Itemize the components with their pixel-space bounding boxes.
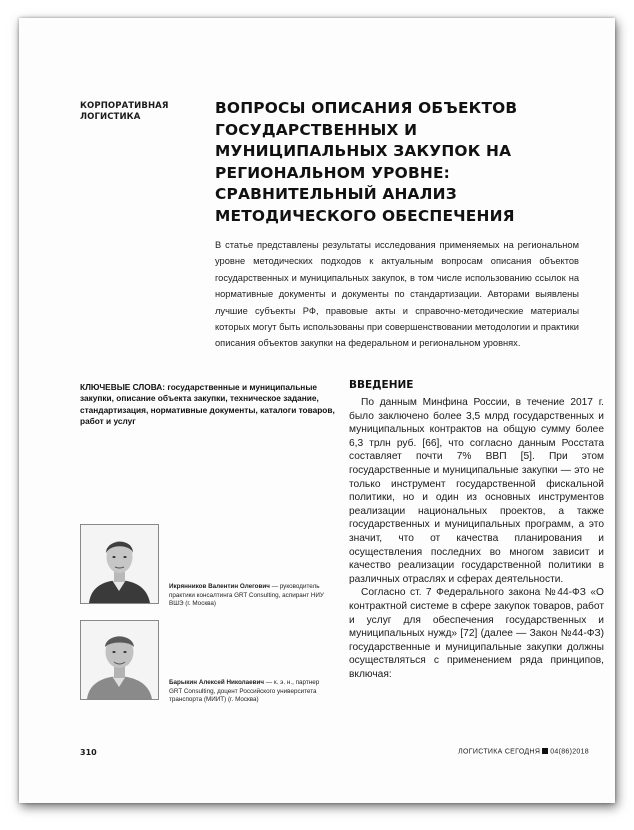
square-bullet-icon xyxy=(542,748,548,754)
section-heading: ВВЕДЕНИЕ xyxy=(349,379,414,391)
page-number: 310 xyxy=(80,748,97,757)
author-photo xyxy=(80,524,159,604)
journal-footer xyxy=(458,748,589,756)
rubric-line: ЛОГИСТИКА xyxy=(80,112,141,122)
rubric-line: КОРПОРАТИВНАЯ xyxy=(80,101,169,111)
article-abstract: В статье представлены результаты исследования применяемых на региональном уровне методических подходов к актуальным вопросам описания объектов государственных и муниципальных закупок, в том числе использованию ссылок на нормативные документы и документы по стандартизации. Авторами выявлены лучшие субъекты РФ, правовые акты и справочно-методические материалы которых могут быть использованы при совершенствовании методологии и практики описания объектов закупки на федеральном и региональном уровнях. xyxy=(215,240,579,349)
journal-name: ЛОГИСТИКА СЕГОДНЯ xyxy=(458,748,541,756)
author-photo xyxy=(80,620,159,700)
author-info xyxy=(169,583,329,609)
author-info xyxy=(169,679,329,705)
author-name: Барыкин Алексей Николаевич xyxy=(169,679,265,686)
body-paragraph: Согласно ст. 7 Федерального закона №44-ФЗ «О контрактной системе в сфере закупок товаров, работ и услуг для обеспечения государственных и муниципальных нужд» [72] (далее — Закон №44-ФЗ) государственные и муниципальные закупки должны осуществляться с применением ряда принципов, включая: xyxy=(349,587,604,680)
author-description: — к. э. н., партнер GRT Consulting, доцент Российского университета транспорта (МИИТ) (г. Москва) xyxy=(169,679,320,704)
keywords-text: государственные и муниципальные закупки, описание объекта закупки, техническое задание, стандартизация, нормативные документы, каталоги товаров, работ и услуг xyxy=(80,382,335,427)
rubric xyxy=(80,101,190,123)
journal-page xyxy=(19,18,615,803)
journal-issue: 04(86)2018 xyxy=(550,748,589,756)
author-description: — руководитель практики консалтинга GRT Consulting, аспирант НИУ ВШЭ (г. Москва) xyxy=(169,583,324,608)
author-name: Икрянников Валентин Олегович xyxy=(169,583,270,590)
keywords-label: КЛЮЧЕВЫЕ СЛОВА: xyxy=(80,382,166,392)
article-title: ВОПРОСЫ ОПИСАНИЯ ОБЪЕКТОВ ГОСУДАРСТВЕННЫХ И МУНИЦИПАЛЬНЫХ ЗАКУПОК НА РЕГИОНАЛЬНОМ УРОВНЕ: СРАВНИТЕЛЬНЫЙ АНАЛИЗ МЕТОДИЧЕСКОГО ОБЕСПЕЧЕНИЯ xyxy=(215,99,518,225)
keywords-block xyxy=(80,382,342,428)
body-paragraph: По данным Минфина России, в течение 2017 г. было заключено более 3,5 млрд государственных и муниципальных контрактов на общую сумму более 6,3 трлн руб. [66], что согласно данным Росстата составляет почти 7% ВВП [5]. При этом государственные и муниципальные закупки — это не только инструмент государственной фискальной политики, но и один из основных инструментов реализации национальных проектов, а также государственных и муниципальных программ, а это значит, что от качества планирования и осуществления последних во многом зависит и качество реализации государственной политики в различных отраслях и сферах деятельности. xyxy=(349,397,604,585)
body-text xyxy=(349,396,604,681)
